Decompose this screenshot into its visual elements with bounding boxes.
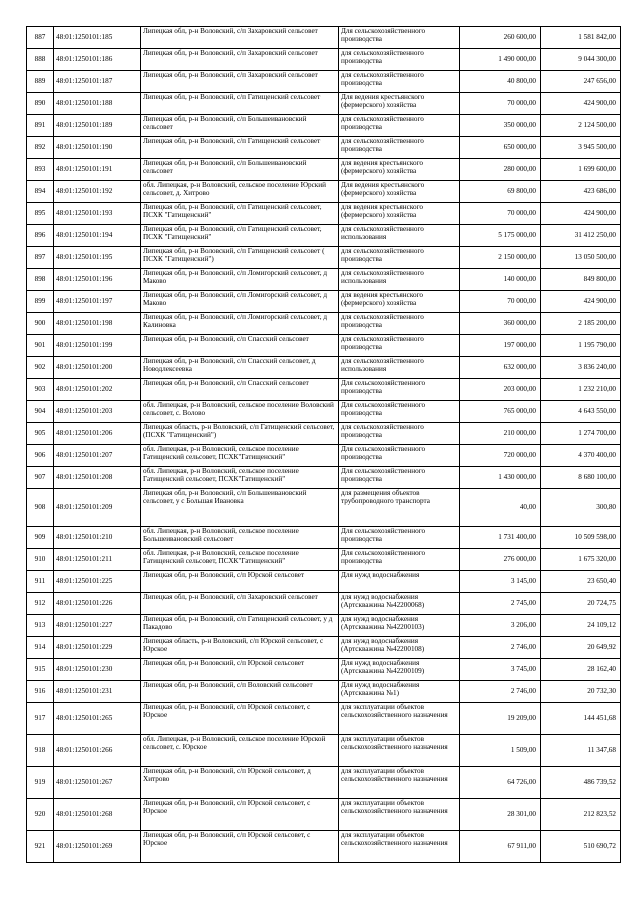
- address-cell: Липецкая обл, р-н Воловский, с/п Большеивановский сельсовет: [141, 115, 339, 137]
- table-row: [27, 335, 621, 357]
- land-use-cell: Для нужд водоснабжения: [339, 571, 460, 593]
- cadastral-number: 48:01:1250101:203: [54, 401, 141, 423]
- area-cell: 19 209,00: [460, 703, 541, 735]
- row-number: 904: [27, 401, 54, 423]
- table-row: [27, 659, 621, 681]
- address-cell: Липецкая обл, р-н Воловский, с/п Юрской сельсовет: [141, 659, 339, 681]
- land-use-cell: для ведения крестьянского (фермерского) хозяйства: [339, 291, 460, 313]
- table-row: [27, 489, 621, 527]
- cadastral-number: 48:01:1250101:208: [54, 467, 141, 489]
- table-row: [27, 291, 621, 313]
- cadastral-number: 48:01:1250101:195: [54, 247, 141, 269]
- cadastral-number: 48:01:1250101:226: [54, 593, 141, 615]
- area-cell: 350 000,00: [460, 115, 541, 137]
- cadastral-value-cell: 1 581 842,00: [541, 27, 621, 49]
- row-number: 908: [27, 489, 54, 527]
- table-row: [27, 799, 621, 831]
- cadastral-number: 48:01:1250101:229: [54, 637, 141, 659]
- address-cell: Липецкая обл, р-н Воловский, с/п Воловский сельсовет: [141, 681, 339, 703]
- address-cell: обл. Липецкая, р-н Воловский, сельское поселение Юрской сельсовет, с. Юрское: [141, 735, 339, 767]
- land-use-cell: Для сельскохозяйственного производства: [339, 467, 460, 489]
- cadastral-value-cell: 2 124 500,00: [541, 115, 621, 137]
- land-use-cell: Для сельскохозяйственного производства: [339, 401, 460, 423]
- cadastral-value-cell: 8 680 100,00: [541, 467, 621, 489]
- row-number: 920: [27, 799, 54, 831]
- row-number: 887: [27, 27, 54, 49]
- area-cell: 28 301,00: [460, 799, 541, 831]
- area-cell: 632 000,00: [460, 357, 541, 379]
- row-number: 906: [27, 445, 54, 467]
- address-cell: обл. Липецкая, р-н Воловский, сельское поселение Большеивановский сельсовет: [141, 527, 339, 549]
- table-row: [27, 357, 621, 379]
- cadastral-number: 48:01:1250101:185: [54, 27, 141, 49]
- row-number: 912: [27, 593, 54, 615]
- area-cell: 2 150 000,00: [460, 247, 541, 269]
- cadastral-number: 48:01:1250101:200: [54, 357, 141, 379]
- address-cell: Липецкая обл, р-н Воловский, с/п Гатищенский сельсовет, ПСХК "Гатищенский": [141, 225, 339, 247]
- table-row: [27, 735, 621, 767]
- area-cell: 260 600,00: [460, 27, 541, 49]
- row-number: 905: [27, 423, 54, 445]
- cadastral-number: 48:01:1250101:209: [54, 489, 141, 527]
- address-cell: Липецкая область, р-н Воловский, с/п Гатищенский сельсовет, (ПСХК "Гатищенский"): [141, 423, 339, 445]
- cadastral-value-cell: 424 900,00: [541, 203, 621, 225]
- table-row: [27, 423, 621, 445]
- table-row: [27, 401, 621, 423]
- row-number: 917: [27, 703, 54, 735]
- cadastral-number: 48:01:1250101:197: [54, 291, 141, 313]
- cadastral-value-cell: 20 724,75: [541, 593, 621, 615]
- cadastral-value-cell: 212 823,52: [541, 799, 621, 831]
- address-cell: Липецкая обл, р-н Воловский, с/п Захаровский сельсовет: [141, 593, 339, 615]
- row-number: 918: [27, 735, 54, 767]
- cadastral-number: 48:01:1250101:193: [54, 203, 141, 225]
- row-number: 909: [27, 527, 54, 549]
- address-cell: обл. Липецкая, р-н Воловский, сельское поселение Гатищенский сельсовет, ПСХК"Гатищенский": [141, 549, 339, 571]
- area-cell: 2 746,00: [460, 637, 541, 659]
- area-cell: 210 000,00: [460, 423, 541, 445]
- land-use-cell: Для ведения крестьянского (фермерского) хозяйства: [339, 181, 460, 203]
- area-cell: 720 000,00: [460, 445, 541, 467]
- table-row: [27, 681, 621, 703]
- row-number: 911: [27, 571, 54, 593]
- cadastral-value-cell: 1 232 210,00: [541, 379, 621, 401]
- area-cell: 280 000,00: [460, 159, 541, 181]
- address-cell: Липецкая обл, р-н Воловский, с/п Гатищенский сельсовет, ПСХК "Гатищенский": [141, 203, 339, 225]
- table-row: [27, 767, 621, 799]
- cadastral-value-cell: 31 412 250,00: [541, 225, 621, 247]
- address-cell: Липецкая обл, р-н Воловский, с/п Большеивановский сельсовет: [141, 159, 339, 181]
- cadastral-number: 48:01:1250101:269: [54, 831, 141, 863]
- address-cell: Липецкая область, р-н Воловский, с/п Юрской сельсовет, с Юрское: [141, 637, 339, 659]
- address-cell: Липецкая обл, р-н Воловский, с/п Гатищенский сельсовет ( ПСХК "Гатищенский"): [141, 247, 339, 269]
- row-number: 895: [27, 203, 54, 225]
- cadastral-number: 48:01:1250101:198: [54, 313, 141, 335]
- address-cell: Липецкая обл, р-н Воловский, с/п Захаровский сельсовет: [141, 27, 339, 49]
- cadastral-value-cell: 1 195 790,00: [541, 335, 621, 357]
- address-cell: обл. Липецкая, р-н Воловский, сельское поселение Гатищенский сельсовет, ПСХК"Гатищенский": [141, 445, 339, 467]
- table-row: [27, 445, 621, 467]
- address-cell: обл. Липецкая, р-н Воловский, сельское поселение Гатищенский сельсовет, ПСХК"Гатищенский": [141, 467, 339, 489]
- land-use-cell: для сельскохозяйственного производства: [339, 335, 460, 357]
- land-use-cell: для сельскохозяйственного использования: [339, 357, 460, 379]
- address-cell: обл. Липецкая, р-н Воловский, сельское поселение Юрский сельсовет, д. Хитрово: [141, 181, 339, 203]
- cadastral-value-cell: 11 347,68: [541, 735, 621, 767]
- cadastral-number: 48:01:1250101:187: [54, 71, 141, 93]
- table-row: [27, 181, 621, 203]
- cadastral-value-cell: 144 451,68: [541, 703, 621, 735]
- document-page: [26, 26, 620, 863]
- cadastral-value-cell: 1 675 320,00: [541, 549, 621, 571]
- area-cell: 70 000,00: [460, 93, 541, 115]
- cadastral-number: 48:01:1250101:206: [54, 423, 141, 445]
- row-number: 898: [27, 269, 54, 291]
- cadastral-number: 48:01:1250101:196: [54, 269, 141, 291]
- row-number: 892: [27, 137, 54, 159]
- address-cell: Липецкая обл, р-н Воловский, с/п Юрской сельсовет, с Юрское: [141, 703, 339, 735]
- row-number: 900: [27, 313, 54, 335]
- row-number: 901: [27, 335, 54, 357]
- address-cell: Липецкая обл, р-н Воловский, с/п Захаровский сельсовет: [141, 71, 339, 93]
- cadastral-value-cell: 20 732,30: [541, 681, 621, 703]
- area-cell: 5 175 000,00: [460, 225, 541, 247]
- table-row: [27, 571, 621, 593]
- address-cell: Липецкая обл, р-н Воловский, с/п Гатищенский сельсовет, у д Пакадово: [141, 615, 339, 637]
- cadastral-number: 48:01:1250101:230: [54, 659, 141, 681]
- table-row: [27, 137, 621, 159]
- area-cell: 40,00: [460, 489, 541, 527]
- address-cell: Липецкая обл, р-н Воловский, с/п Большеивановский сельсовет, у с Большая Ивановка: [141, 489, 339, 527]
- area-cell: 765 000,00: [460, 401, 541, 423]
- cadastral-value-cell: 13 050 500,00: [541, 247, 621, 269]
- land-use-cell: Для сельскохозяйственного производства: [339, 379, 460, 401]
- land-use-cell: для сельскохозяйственного производства: [339, 71, 460, 93]
- land-use-cell: для размещения объектов трубопроводного транспорта: [339, 489, 460, 527]
- cadastral-value-cell: 423 686,00: [541, 181, 621, 203]
- area-cell: 1 490 000,00: [460, 49, 541, 71]
- row-number: 891: [27, 115, 54, 137]
- address-cell: Липецкая обл, р-н Воловский, с/п Захаровский сельсовет: [141, 49, 339, 71]
- table-row: [27, 703, 621, 735]
- area-cell: 197 000,00: [460, 335, 541, 357]
- cadastral-number: 48:01:1250101:207: [54, 445, 141, 467]
- cadastral-number: 48:01:1250101:186: [54, 49, 141, 71]
- cadastral-number: 48:01:1250101:190: [54, 137, 141, 159]
- row-number: 890: [27, 93, 54, 115]
- cadastral-value-cell: 10 509 598,00: [541, 527, 621, 549]
- land-use-cell: для нужд водоснабжения (Артскважина №42200108): [339, 637, 460, 659]
- address-cell: Липецкая обл, р-н Воловский, с/п Гатищенский сельсовет: [141, 137, 339, 159]
- address-cell: Липецкая обл, р-н Воловский, с/п Спасский сельсовет: [141, 379, 339, 401]
- table-row: [27, 615, 621, 637]
- land-use-cell: Для нужд водоснабжения (Артскважина №1): [339, 681, 460, 703]
- cadastral-value-cell: 486 739,52: [541, 767, 621, 799]
- land-use-cell: для ведения крестьянского (фермерского) хозяйства: [339, 203, 460, 225]
- cadastral-number: 48:01:1250101:189: [54, 115, 141, 137]
- cadastral-number: 48:01:1250101:265: [54, 703, 141, 735]
- table-row: [27, 225, 621, 247]
- area-cell: 69 800,00: [460, 181, 541, 203]
- address-cell: Липецкая обл, р-н Воловский, с/п Гатищенский сельсовет: [141, 93, 339, 115]
- cadastral-number: 48:01:1250101:210: [54, 527, 141, 549]
- table-row: [27, 71, 621, 93]
- cadastral-number: 48:01:1250101:231: [54, 681, 141, 703]
- table-row: [27, 593, 621, 615]
- address-cell: Липецкая обл, р-н Воловский, с/п Спасский сельсовет: [141, 335, 339, 357]
- land-use-cell: для нужд водоснабжения (Артскважина №42200068): [339, 593, 460, 615]
- cadastral-value-cell: 3 836 240,00: [541, 357, 621, 379]
- land-plots-table: [26, 26, 621, 863]
- cadastral-value-cell: 23 650,40: [541, 571, 621, 593]
- table-row: [27, 269, 621, 291]
- cadastral-number: 48:01:1250101:202: [54, 379, 141, 401]
- cadastral-number: 48:01:1250101:227: [54, 615, 141, 637]
- area-cell: 40 800,00: [460, 71, 541, 93]
- land-use-cell: для сельскохозяйственного производства: [339, 313, 460, 335]
- land-use-cell: Для сельскохозяйственного производства: [339, 27, 460, 49]
- land-use-cell: для эксплуатации объектов сельскохозяйственного назначения: [339, 831, 460, 863]
- land-use-cell: Для ведения крестьянского (фермерского) хозяйства: [339, 93, 460, 115]
- row-number: 921: [27, 831, 54, 863]
- area-cell: 3 145,00: [460, 571, 541, 593]
- cadastral-number: 48:01:1250101:194: [54, 225, 141, 247]
- cadastral-value-cell: 4 370 400,00: [541, 445, 621, 467]
- table-row: [27, 527, 621, 549]
- row-number: 903: [27, 379, 54, 401]
- cadastral-value-cell: 20 649,92: [541, 637, 621, 659]
- address-cell: обл. Липецкая, р-н Воловский, сельское поселение Воловский сельсовет, с. Волово: [141, 401, 339, 423]
- table-row: [27, 93, 621, 115]
- cadastral-value-cell: 9 044 300,00: [541, 49, 621, 71]
- row-number: 897: [27, 247, 54, 269]
- land-use-cell: для сельскохозяйственного использования: [339, 225, 460, 247]
- row-number: 915: [27, 659, 54, 681]
- row-number: 899: [27, 291, 54, 313]
- address-cell: Липецкая обл, р-н Воловский, с/п Ломигорский сельсовет, д Маково: [141, 269, 339, 291]
- land-use-cell: Для сельскохозяйственного производства: [339, 549, 460, 571]
- area-cell: 64 726,00: [460, 767, 541, 799]
- cadastral-value-cell: 849 800,00: [541, 269, 621, 291]
- area-cell: 1 509,00: [460, 735, 541, 767]
- row-number: 896: [27, 225, 54, 247]
- area-cell: 70 000,00: [460, 291, 541, 313]
- table-row: [27, 247, 621, 269]
- area-cell: 67 911,00: [460, 831, 541, 863]
- cadastral-value-cell: 3 945 500,00: [541, 137, 621, 159]
- land-use-cell: для эксплуатации объектов сельскохозяйственного назначения: [339, 799, 460, 831]
- area-cell: 3 745,00: [460, 659, 541, 681]
- land-use-cell: для эксплуатации объектов сельскохозяйственного назначения: [339, 767, 460, 799]
- table-row: [27, 637, 621, 659]
- table-row: [27, 379, 621, 401]
- land-use-cell: для эксплуатации объектов сельскохозяйственного назначения: [339, 703, 460, 735]
- row-number: 914: [27, 637, 54, 659]
- area-cell: 2 746,00: [460, 681, 541, 703]
- cadastral-number: 48:01:1250101:266: [54, 735, 141, 767]
- land-use-cell: Для нужд водоснабжения (Артскважина №42200109): [339, 659, 460, 681]
- table-row: [27, 159, 621, 181]
- area-cell: 1 731 400,00: [460, 527, 541, 549]
- land-use-cell: для сельскохозяйственного использования: [339, 269, 460, 291]
- cadastral-value-cell: 1 274 700,00: [541, 423, 621, 445]
- cadastral-number: 48:01:1250101:267: [54, 767, 141, 799]
- cadastral-value-cell: 247 656,00: [541, 71, 621, 93]
- land-use-cell: для сельскохозяйственного производства: [339, 137, 460, 159]
- cadastral-value-cell: 424 900,00: [541, 291, 621, 313]
- address-cell: Липецкая обл, р-н Воловский, с/п Юрской сельсовет: [141, 571, 339, 593]
- cadastral-number: 48:01:1250101:192: [54, 181, 141, 203]
- land-use-cell: для сельскохозяйственного производства: [339, 247, 460, 269]
- cadastral-number: 48:01:1250101:191: [54, 159, 141, 181]
- table-row: [27, 831, 621, 863]
- address-cell: Липецкая обл, р-н Воловский, с/п Ломигорский сельсовет, д Калиновка: [141, 313, 339, 335]
- cadastral-value-cell: 300,80: [541, 489, 621, 527]
- area-cell: 3 206,00: [460, 615, 541, 637]
- land-use-cell: для сельскохозяйственного производства: [339, 115, 460, 137]
- row-number: 902: [27, 357, 54, 379]
- area-cell: 203 000,00: [460, 379, 541, 401]
- row-number: 919: [27, 767, 54, 799]
- area-cell: 650 000,00: [460, 137, 541, 159]
- cadastral-value-cell: 1 699 600,00: [541, 159, 621, 181]
- area-cell: 360 000,00: [460, 313, 541, 335]
- row-number: 907: [27, 467, 54, 489]
- area-cell: 1 430 000,00: [460, 467, 541, 489]
- cadastral-value-cell: 28 162,40: [541, 659, 621, 681]
- land-use-cell: Для сельскохозяйственного производства: [339, 445, 460, 467]
- cadastral-value-cell: 4 643 550,00: [541, 401, 621, 423]
- row-number: 888: [27, 49, 54, 71]
- row-number: 916: [27, 681, 54, 703]
- cadastral-number: 48:01:1250101:188: [54, 93, 141, 115]
- land-use-cell: Для сельскохозяйственного производства: [339, 527, 460, 549]
- table-row: [27, 549, 621, 571]
- land-use-cell: для ведения крестьянского (фермерского) хозяйства: [339, 159, 460, 181]
- row-number: 894: [27, 181, 54, 203]
- address-cell: Липецкая обл, р-н Воловский, с/п Юрской сельсовет, с Юрское: [141, 799, 339, 831]
- cadastral-value-cell: 24 109,12: [541, 615, 621, 637]
- address-cell: Липецкая обл, р-н Воловский, с/п Юрской сельсовет, д Хитрово: [141, 767, 339, 799]
- address-cell: Липецкая обл, р-н Воловский, с/п Ломигорский сельсовет, д Маково: [141, 291, 339, 313]
- land-use-cell: для сельскохозяйственного производства: [339, 423, 460, 445]
- table-row: [27, 49, 621, 71]
- cadastral-number: 48:01:1250101:225: [54, 571, 141, 593]
- land-use-cell: для сельскохозяйственного производства: [339, 49, 460, 71]
- table-row: [27, 467, 621, 489]
- land-use-cell: для эксплуатации объектов сельскохозяйственного назначения: [339, 735, 460, 767]
- table-row: [27, 115, 621, 137]
- address-cell: Липецкая обл, р-н Воловский, с/п Юрской сельсовет, с Юрское: [141, 831, 339, 863]
- cadastral-value-cell: 510 690,72: [541, 831, 621, 863]
- land-use-cell: для нужд водоснабжения (Артскважина №42200103): [339, 615, 460, 637]
- cadastral-value-cell: 424 900,00: [541, 93, 621, 115]
- row-number: 910: [27, 549, 54, 571]
- row-number: 889: [27, 71, 54, 93]
- table-row: [27, 313, 621, 335]
- row-number: 893: [27, 159, 54, 181]
- table-body: [27, 27, 621, 863]
- table-row: [27, 203, 621, 225]
- cadastral-number: 48:01:1250101:268: [54, 799, 141, 831]
- address-cell: Липецкая обл, р-н Воловский, с/п Спасский сельсовет, д Новодлексеевка: [141, 357, 339, 379]
- area-cell: 276 000,00: [460, 549, 541, 571]
- area-cell: 70 000,00: [460, 203, 541, 225]
- cadastral-number: 48:01:1250101:199: [54, 335, 141, 357]
- cadastral-value-cell: 2 185 200,00: [541, 313, 621, 335]
- area-cell: 2 745,00: [460, 593, 541, 615]
- cadastral-number: 48:01:1250101:211: [54, 549, 141, 571]
- area-cell: 140 000,00: [460, 269, 541, 291]
- row-number: 913: [27, 615, 54, 637]
- table-row: [27, 27, 621, 49]
